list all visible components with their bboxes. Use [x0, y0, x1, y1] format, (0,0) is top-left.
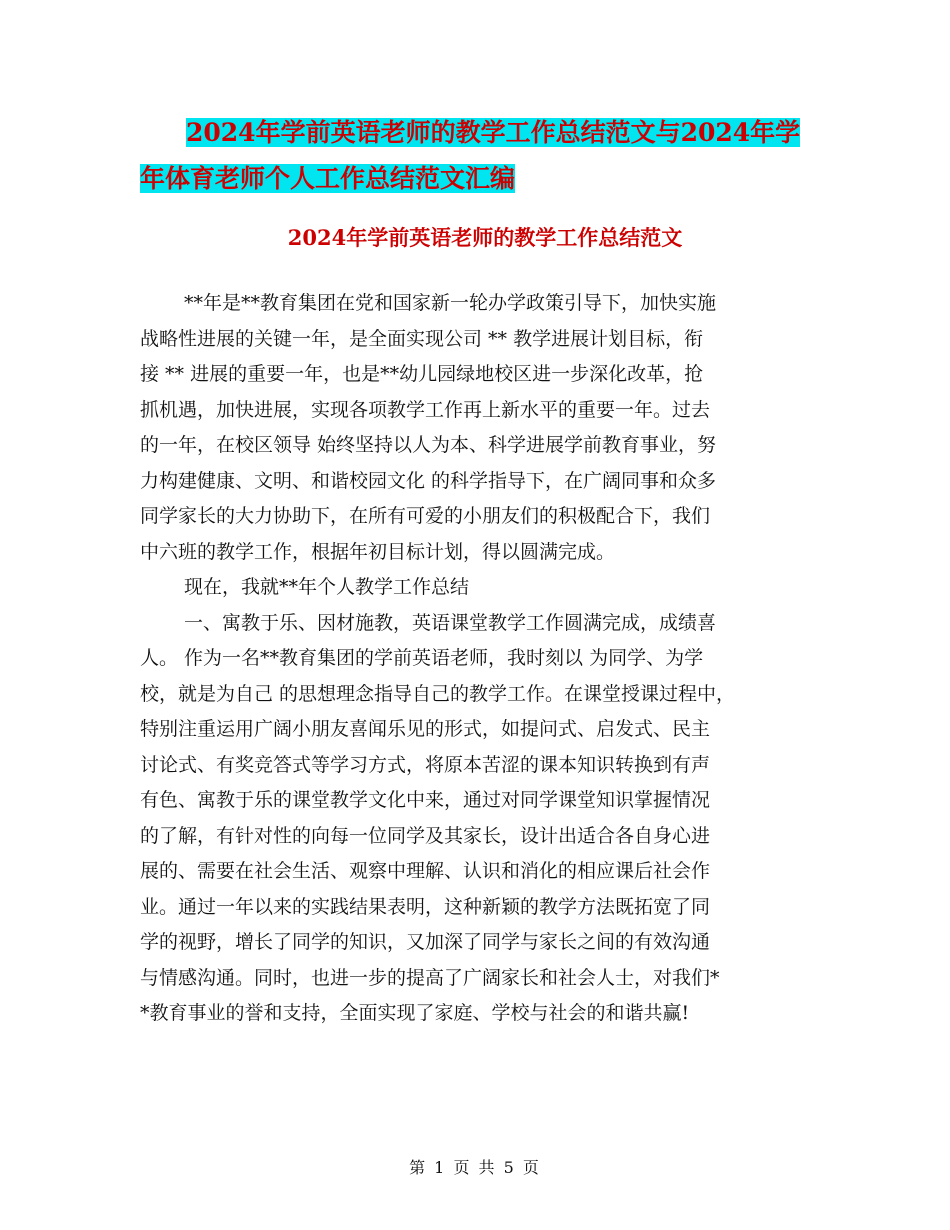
text-line: 特别注重运用广阔小朋友喜闻乐见的形式，如提问式、启发式、民主 [140, 718, 711, 740]
text-line: 战略性进展的关键一年，是全面实现公司 ** 教学进展计划目标，衔 [140, 327, 704, 350]
page-number-footer: 第 1 页 共 5 页 [409, 1158, 541, 1177]
text-line: 的一年，在校区领导 始终坚持以人为本、科学进展学前教育事业，努 [140, 434, 717, 456]
paragraph-2 [140, 570, 800, 606]
text-line: 接 ** 进展的重要一年，也是**幼儿园绿地校区进一步深化改革，抢 [140, 363, 704, 385]
text-line: 业。通过一年以来的实践结果表明，这种新颖的教学方法既拓宽了同 [140, 895, 711, 918]
document-title-line-2: 年体育老师个人工作总结范文汇编 [140, 164, 516, 193]
section-title: 2024年学前英语老师的教学工作总结范文 [287, 225, 683, 250]
text-line: 人。 作为一名**教育集团的学前英语老师，我时刻以 为同学、为学 [140, 647, 704, 669]
text-line: 现在，我就**年个人教学工作总结 [184, 576, 470, 598]
text-line: 一、寓教于乐、因材施教，英语课堂教学工作圆满完成，成绩喜 [184, 611, 717, 634]
document-title [140, 110, 830, 202]
text-line: 展的、需要在社会生活、观察中理解、认识和消化的相应课后社会作 [140, 860, 711, 882]
text-line: *教育事业的誉和支持，全面实现了家庭、学校与社会的和谐共赢! [140, 1002, 690, 1024]
text-line: 同学家长的大力协助下，在所有可爱的小朋友们的积极配合下，我们 [140, 505, 711, 527]
text-line: 学的视野，增长了同学的知识，又加深了同学与家长之间的有效沟通 [140, 931, 711, 953]
text-line: 中六班的教学工作，根据年初目标计划，得以圆满完成。 [140, 540, 616, 563]
text-line: 力构建健康、文明、和谐校园文化 的科学指导下，在广阔同事和众多 [140, 469, 717, 492]
body-text [140, 286, 800, 1032]
document-title-line-1: 2024年学前英语老师的教学工作总结范文与2024年学 [186, 118, 801, 147]
text-line: **年是**教育集团在党和国家新一轮办学政策引导下，加快实施 [184, 292, 717, 314]
text-line: 有色、寓教于乐的课堂教学文化中来，通过对同学课堂知识掌握情况 [140, 789, 711, 811]
text-line: 抓机遇，加快进展，实现各项教学工作再上新水平的重要一年。过去 [140, 398, 711, 421]
paragraph-3 [140, 606, 800, 1032]
text-line: 讨论式、有奖竞答式等学习方式，将原本苦涩的课本知识转换到有声 [140, 753, 711, 776]
text-line: 与情感沟通。同时，也进一步的提高了广阔家长和社会人士，对我们* [140, 966, 720, 989]
paragraph-1 [140, 286, 800, 570]
text-line: 校，就是为自己 的思想理念指导自己的教学工作。在课堂授课过程中， [140, 682, 736, 705]
text-line: 的了解，有针对性的向每一位同学及其家长，设计出适合各自身心进 [140, 824, 711, 847]
